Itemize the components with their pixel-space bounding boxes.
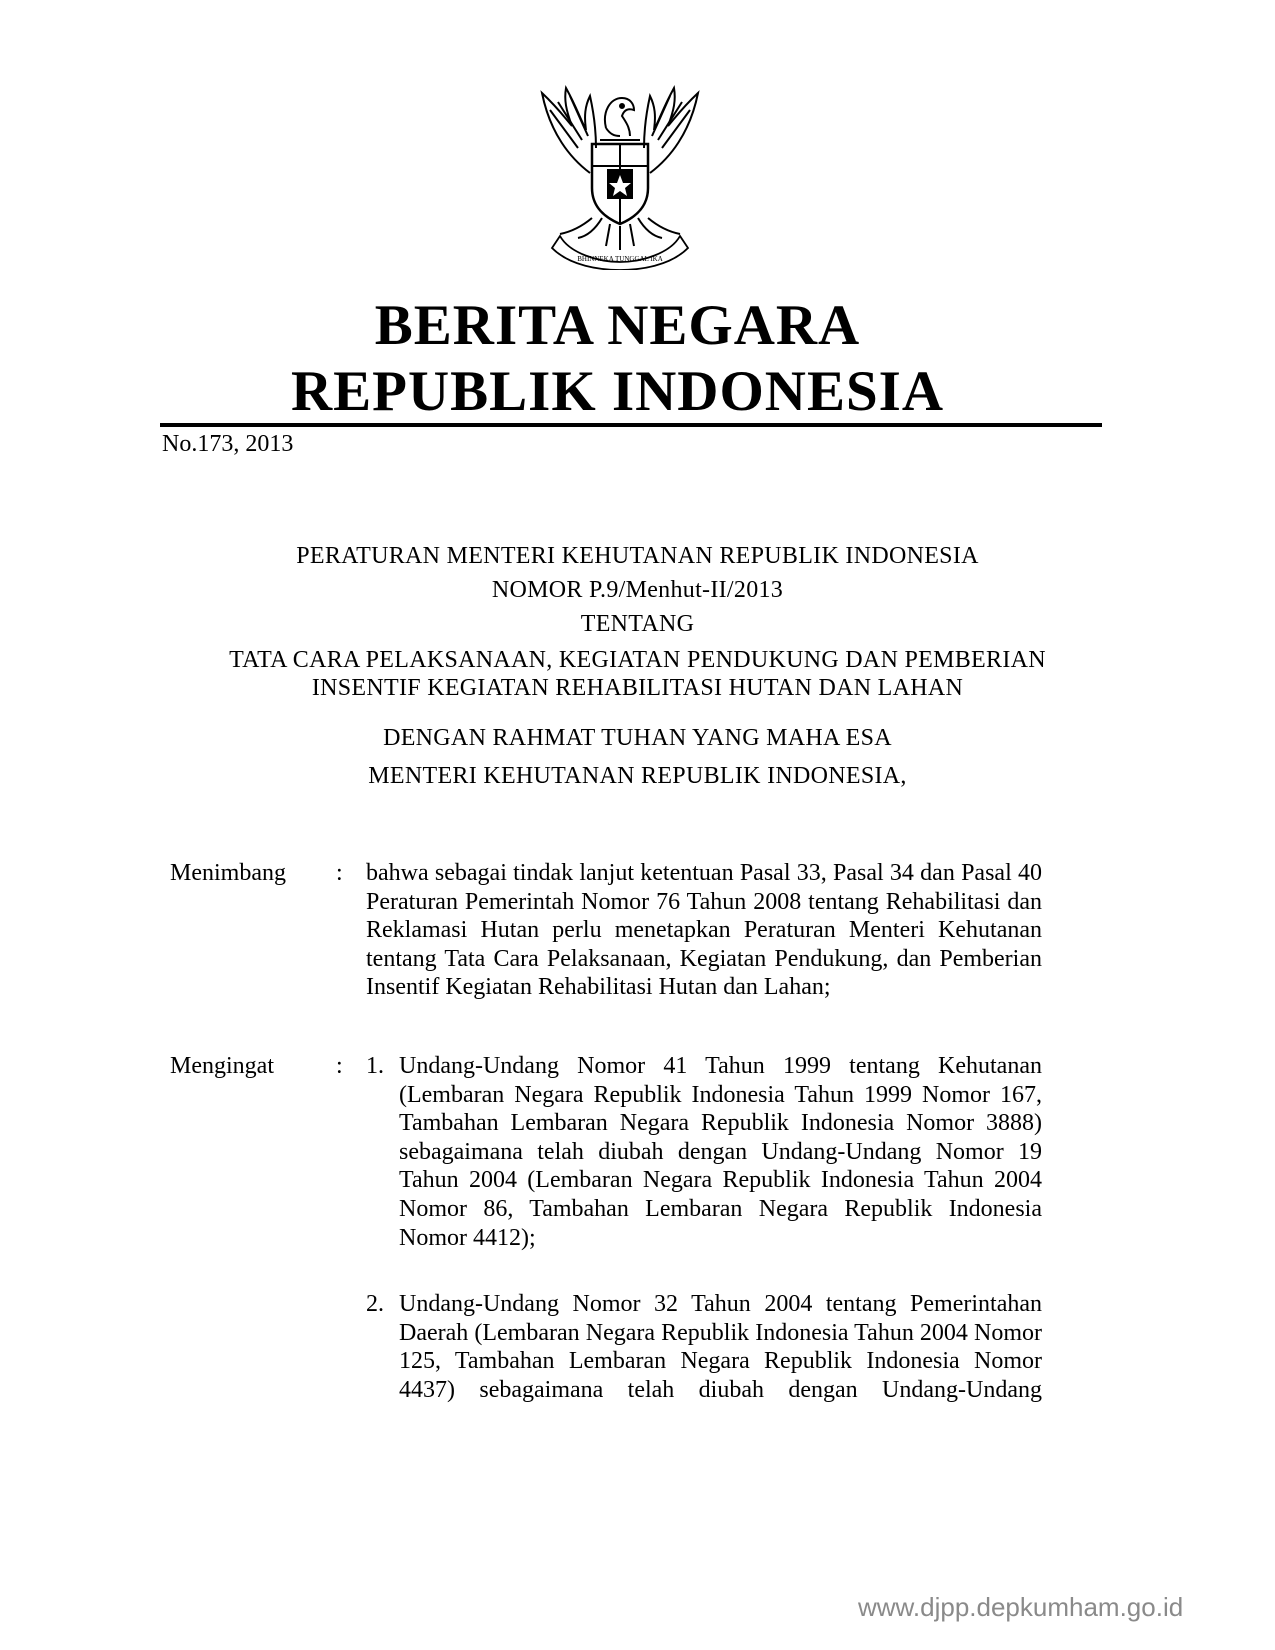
regulation-title: PERATURAN MENTERI KEHUTANAN REPUBLIK INDONESIA [296, 543, 979, 569]
motto-text: BHINNEKA TUNGGAL IKA [577, 255, 663, 263]
watermark-url: www.djpp.depkumham.go.id [858, 1592, 1184, 1622]
preamble-minister: MENTERI KEHUTANAN REPUBLIK INDONESIA, [368, 763, 907, 789]
menimbang-label: Menimbang [170, 860, 286, 886]
preamble-grace: DENGAN RAHMAT TUHAN YANG MAHA ESA [383, 725, 892, 751]
mengingat-colon: : [336, 1053, 343, 1079]
mengingat-item-1-number: 1. [366, 1053, 384, 1079]
mengingat-label: Mengingat [170, 1053, 274, 1079]
title-line1: BERITA NEGARA [374, 294, 861, 357]
title-line2: REPUBLIK INDONESIA [290, 360, 945, 423]
regulation-subject-line1: TATA CARA PELAKSANAAN, KEGIATAN PENDUKUNG DAN PEMBERIAN [229, 647, 1046, 673]
garuda-emblem-icon [530, 78, 710, 270]
regulation-number: NOMOR P.9/Menhut-II/2013 [491, 577, 784, 603]
mengingat-item-1-text: Undang-Undang Nomor 41 Tahun 1999 tentang Kehutanan (Lembaran Negara Republik Indonesia Tahun 1999 Nomor 167, Tambahan Lembaran Negara Republik Indonesia Nomor 3888) sebagaimana telah diubah dengan Undang-Undang Nomor 19 Tahun 2004 (Lembaran Negara Republik Indonesia Tahun 2004 Nomor 86, Tambahan Lembaran Negara Republik Indonesia Nomor 4412); [399, 1053, 1042, 1251]
menimbang-text: bahwa sebagai tindak lanjut ketentuan Pasal 33, Pasal 34 dan Pasal 40 Peraturan Pemerintah Nomor 76 Tahun 2008 tentang Rehabilitasi dan Reklamasi Hutan perlu menetapkan Peraturan Menteri Kehutanan tentang Tata Cara Pelaksanaan, Kegiatan Pendukung, dan Pemberian Insentif Kegiatan Rehabilitasi Hutan dan Lahan; [366, 860, 1042, 1001]
gazette-number: No.173, 2013 [162, 431, 294, 457]
mengingat-item-2-number: 2. [366, 1291, 384, 1317]
regulation-about: TENTANG [580, 611, 695, 637]
mengingat-item-2-text: Undang-Undang Nomor 32 Tahun 2004 tentang Pemerintahan Daerah (Lembaran Negara Republik Indonesia Tahun 2004 Nomor 125, Tambahan Lembaran Negara Republik Indonesia Nomor 4437) sebagaimana telah diubah dengan Undang-Undang [399, 1291, 1042, 1403]
menimbang-colon: : [336, 860, 343, 886]
header-rule [160, 423, 1102, 427]
regulation-subject-line2: INSENTIF KEGIATAN REHABILITASI HUTAN DAN LAHAN [311, 675, 964, 701]
